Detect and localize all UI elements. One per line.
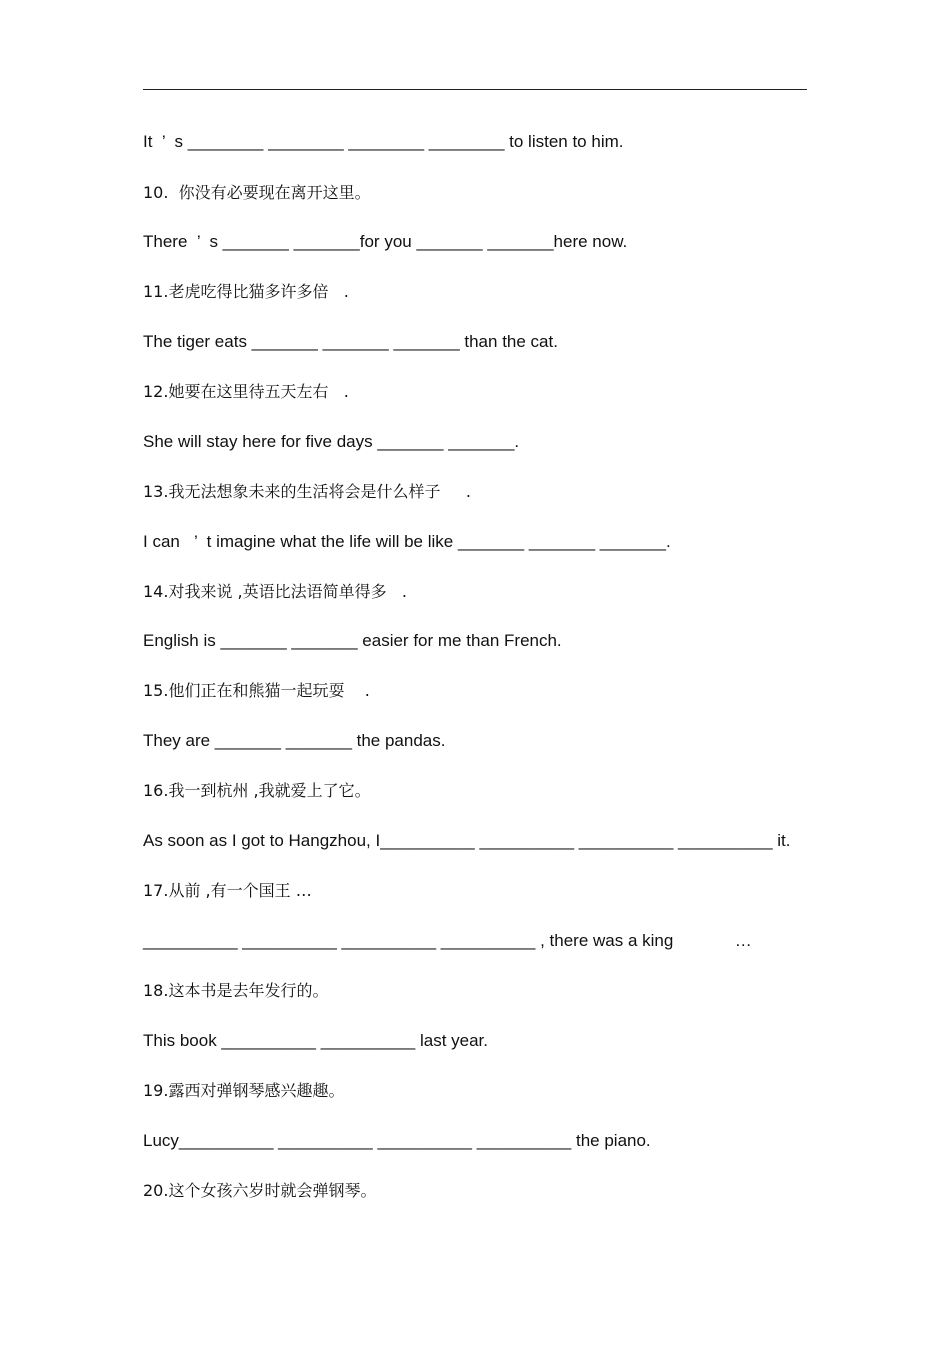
question-15: 15.他们正在和熊猫一起玩耍 . xyxy=(143,681,370,700)
question-19: 19.露西对弹钢琴感兴趣趣。 xyxy=(143,1081,345,1100)
answer-line-19: Lucy__________ __________ __________ __________ the piano. xyxy=(143,1131,651,1150)
header-rule xyxy=(143,89,807,90)
question-14: 14.对我来说 ,英语比法语简单得多 . xyxy=(143,582,407,601)
answer-line-13: I can ’ t imagine what the life will be like _______ _______ _______. xyxy=(143,532,671,551)
answer-line-15: They are _______ _______ the pandas. xyxy=(143,731,446,750)
question-11: 11.老虎吃得比猫多许多倍 . xyxy=(143,282,349,301)
answer-line-14: English is _______ _______ easier for me than French. xyxy=(143,631,562,650)
question-16: 16.我一到杭州 ,我就爱上了它。 xyxy=(143,781,371,800)
question-17: 17.从前 ,有一个国王 … xyxy=(143,881,312,900)
question-18: 18.这本书是去年发行的。 xyxy=(143,981,329,1000)
answer-line-12: She will stay here for five days _______ _______. xyxy=(143,432,520,451)
answer-line-10: There ’ s _______ _______for you _______ _______here now. xyxy=(143,232,628,251)
question-12: 12.她要在这里待五天左右 . xyxy=(143,382,349,401)
answer-line-18: This book __________ __________ last year. xyxy=(143,1031,488,1050)
answer-line-17: __________ __________ __________ __________ , there was a king … xyxy=(143,931,752,950)
question-20: 20.这个女孩六岁时就会弹钢琴。 xyxy=(143,1181,377,1200)
question-10: 10. 你没有必要现在离开这里。 xyxy=(143,183,371,202)
answer-line-9: It ’ s ________ ________ ________ ________ to listen to him. xyxy=(143,132,624,151)
answer-line-16: As soon as I got to Hangzhou, I__________ __________ __________ __________ it. xyxy=(143,831,791,850)
answer-line-11: The tiger eats _______ _______ _______ than the cat. xyxy=(143,332,558,351)
question-13: 13.我无法想象未来的生活将会是什么样子 . xyxy=(143,482,471,501)
